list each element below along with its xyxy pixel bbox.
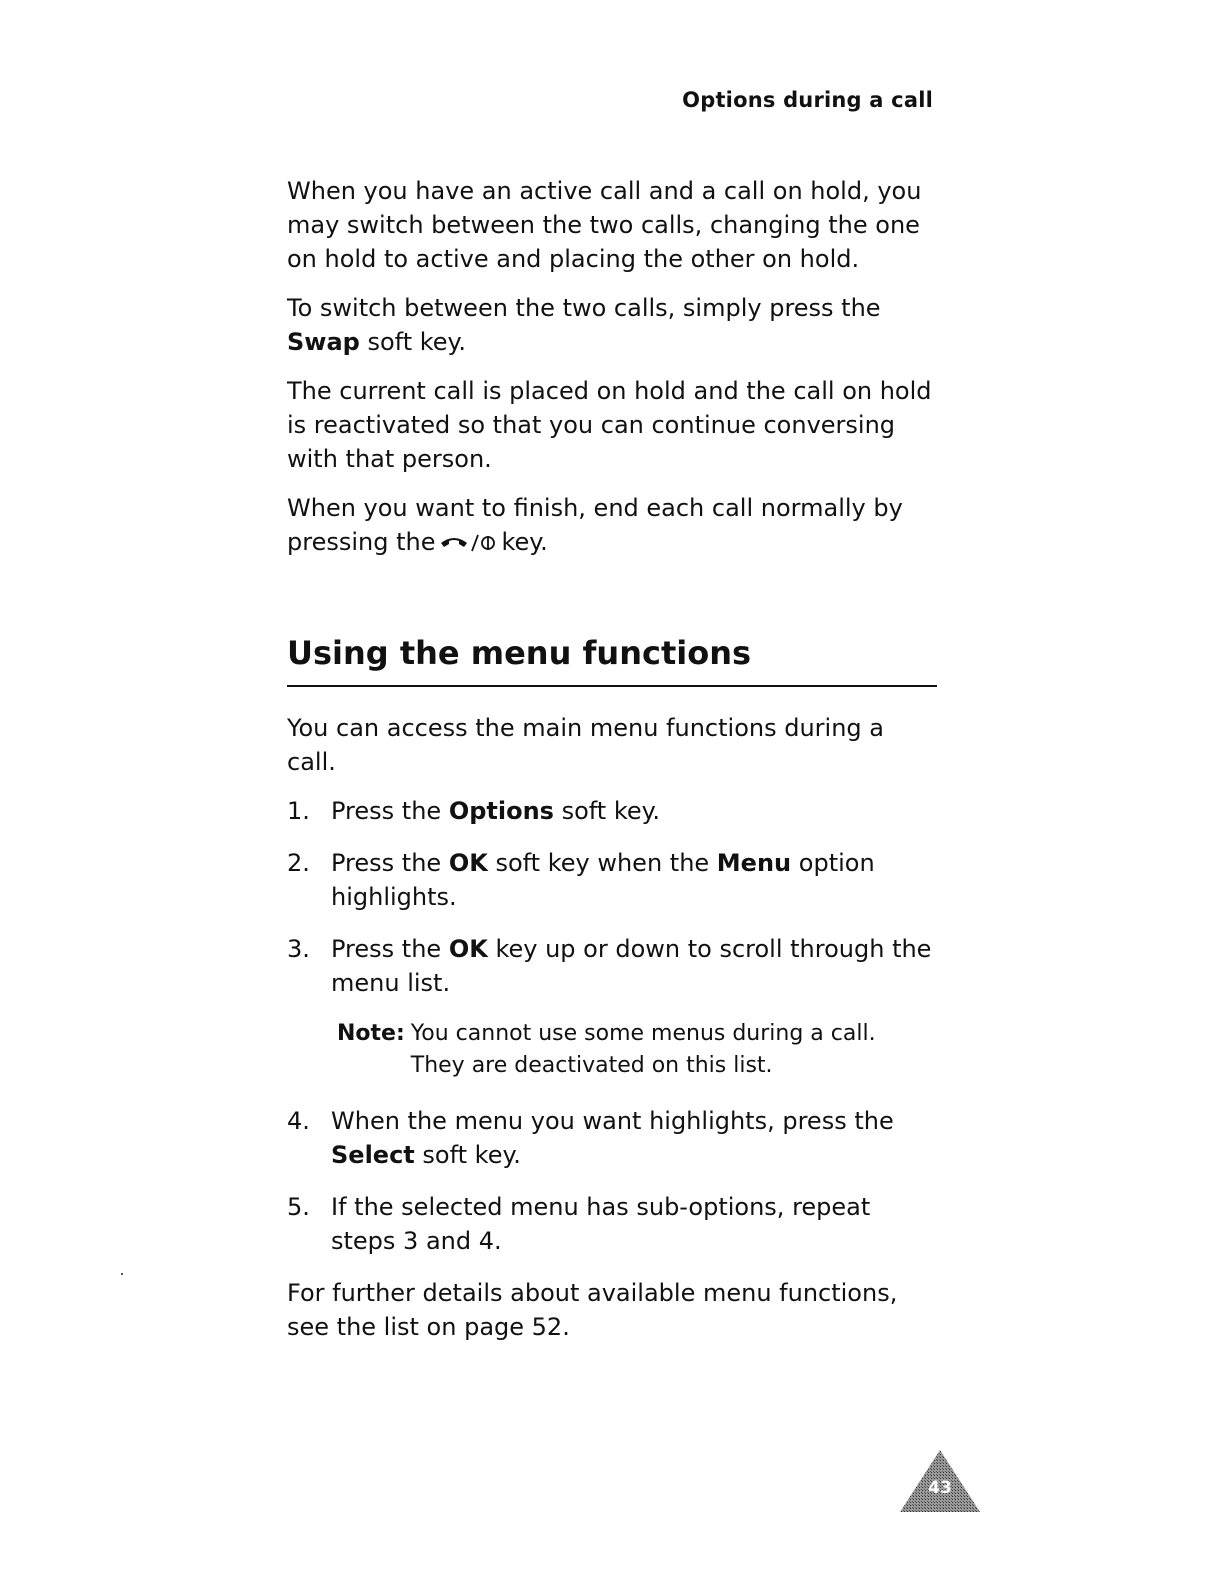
step-5 xyxy=(287,1190,937,1258)
note-block xyxy=(337,1018,937,1082)
end-power-key-icon xyxy=(439,529,497,563)
note-text xyxy=(405,1018,937,1082)
step-3 xyxy=(287,932,937,1000)
step-4 xyxy=(287,1104,937,1172)
scan-speck xyxy=(121,1273,123,1275)
menu-intro: You can access the main menu functions during a call. xyxy=(287,714,884,776)
swap-paragraph-4 xyxy=(287,491,937,563)
step-text: Press the xyxy=(331,797,449,825)
steps-list-continued xyxy=(287,1104,937,1258)
step-text-tail: soft key. xyxy=(553,797,661,825)
step-text-tail: soft key. xyxy=(414,1141,521,1169)
step-text: If the selected menu has sub-options, repeat steps 3 and 4. xyxy=(331,1193,871,1255)
options-key-label: Options xyxy=(448,797,554,825)
step-text-middle: soft key when the xyxy=(487,849,717,877)
swap-paragraph-2 xyxy=(287,291,937,359)
swap-paragraph-1: When you have an active call and a call on hold, you may switch between the two calls, changing the one on hold to active and placing the other on hold. xyxy=(287,177,922,273)
step-text-tail: option highlights. xyxy=(331,849,875,911)
steps-list xyxy=(287,794,937,1000)
swap-paragraph-2-text: To switch between the two calls, simply press the xyxy=(287,294,881,322)
select-key-label: Select xyxy=(331,1141,415,1169)
page-content xyxy=(287,174,937,1359)
step-text: When the menu you want highlights, press the xyxy=(331,1107,894,1135)
swap-paragraph-3: The current call is placed on hold and the call on hold is reactivated so that you can continue conversing with that person. xyxy=(287,377,932,473)
page-number-marker xyxy=(898,1448,982,1514)
step-number: 3. xyxy=(287,935,310,963)
step-number: 2. xyxy=(287,849,310,877)
ok-key-label: OK xyxy=(448,935,488,963)
note-line-2: They are deactivated on this list. xyxy=(410,1053,773,1078)
swap-paragraph-2-tail: soft key. xyxy=(359,328,466,356)
step-text-tail: key up or down to scroll through the menu list. xyxy=(331,935,932,997)
swap-paragraph-4-tail: key. xyxy=(501,528,548,556)
swap-paragraph-4-text: When you want to finish, end each call normally by pressing the xyxy=(287,494,903,556)
swap-key-label: Swap xyxy=(287,328,360,356)
ok-key-label: OK xyxy=(448,849,488,877)
step-text: Press the xyxy=(331,935,449,963)
running-header: Options during a call xyxy=(682,88,933,112)
menu-option-label: Menu xyxy=(716,849,792,877)
closing-paragraph: For further details about available menu functions, see the list on page 52. xyxy=(287,1279,898,1341)
page-number: 43 xyxy=(928,1478,952,1498)
note-line-1: You cannot use some menus during a call. xyxy=(410,1021,876,1046)
step-1 xyxy=(287,794,937,828)
step-number: 4. xyxy=(287,1107,310,1135)
step-number: 1. xyxy=(287,797,310,825)
step-number: 5. xyxy=(287,1193,310,1221)
step-text: Press the xyxy=(331,849,449,877)
section-heading: Using the menu functions xyxy=(287,633,937,687)
note-label: Note: xyxy=(337,1021,405,1046)
step-2 xyxy=(287,846,937,914)
